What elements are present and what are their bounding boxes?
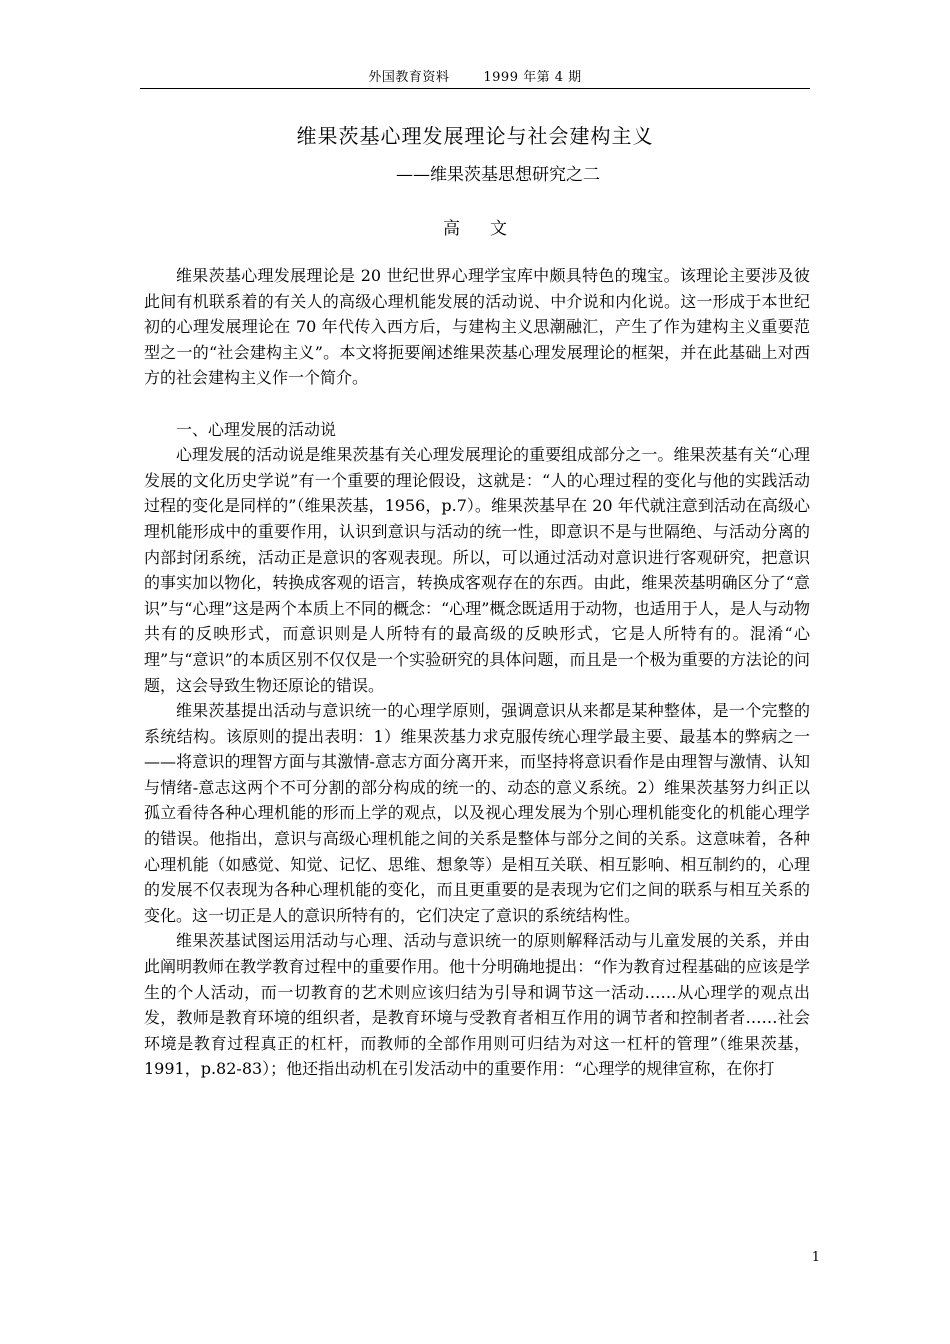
article-body (144, 263, 810, 1082)
section-heading: 一、心理发展的活动说 (176, 419, 337, 439)
body-paragraph-3: 维果茨基试图运用活动与心理、活动与意识统一的原则解释活动与儿童发展的关系，并由此阐明教师在教学教育过程中的重要作用。他十分明确地提出：“作为教育过程基础的应该是学生的个人活动，而一切教育的艺术则应该归结为引导和调节这一活动……从心理学的观点出发，教师是教育环境的组织者，是教育环境与受教育者相互作用的调节者和控制者者……社会环境是教育过程真正的杠杆，而教师的全部作用则可归结为对这一杠杆的管理”（维果茨基，1991，p.82-83）；他还指出动机在引发活动中的重要作用：“心理学的规律宣称，在你打 (144, 931, 810, 1079)
body-paragraph-1: 心理发展的活动说是维果茨基有关心理发展理论的重要组成部分之一。维果茨基有关“心理发展的文化历史学说”有一个重要的理论假设，这就是：“人的心理过程的变化与他的实践活动过程的变化是同样的”（维果茨基，1956，p.7）。维果茨基早在 20 年代就注意到活动在高级心理机能形成中的重要作用，认识到意识与活动的统一性，即意识不是与世隔绝、与活动分离的内部封闭系统，活动正是意识的客观表现。所以，可以通过活动对意识进行客观研究，把意识的事实加以物化，转换成客观的语言，转换成客观存在的东西。由此，维果茨基明确区分了“意识”与“心理”这是两个本质上不同的概念：“心理”概念既适用于动物，也适用于人，是人与动物共有的反映形式，而意识则是人所特有的最高级的反映形式，它是人所特有的。混淆“心理”与“意识”的本质区别不仅仅是一个实验研究的具体问题，而且是一个极为重要的方法论的问题，这会导致生物还原论的错误。 (144, 445, 810, 695)
article-title: 维果茨基心理发展理论与社会建构主义 (296, 124, 654, 148)
article-author: 高文 (443, 219, 537, 239)
body-paragraph-2: 维果茨基提出活动与意识统一的心理学原则，强调意识从来都是某种整体，是一个完整的系统结构。该原则的提出表明：1）维果茨基力求克服传统心理学最主要、最基本的弊病之一——将意识的理智方面与其激情-意志方面分离开来，而坚持将意识看作是由理智与激情、认知与情绪-意志这两个不可分割的部分构成的统一的、动态的意义系统。2）维果茨基努力纠正以孤立看待各种心理机能的形而上学的观点，以及视心理发展为个别心理机能变化的机能心理学的错误。他指出，意识与高级心理机能之间的关系是整体与部分之间的关系。这意味着，各种心理机能（如感觉、知觉、记忆、思维、想象等）是相互关联、相互影响、相互制约的，心理的发展不仅表现为各种心理机能的变化，而且更重要的是表现为它们之间的联系与相互关系的变化。这一切正是人的意识所特有的，它们决定了意识的系统结构性。 (144, 701, 810, 925)
abstract-paragraph: 维果茨基心理发展理论是 20 世纪世界心理学宝库中颇具特色的瑰宝。该理论主要涉及彼此间有机联系着的有关人的高级心理机能发展的活动说、中介说和内化说。这一形成于本世纪初的心理发展理论在 70 年代传入西方后，与建构主义思潮融汇，产生了作为建构主义重要范型之一的“社会建构主义”。本文将扼要阐述维果茨基心理发展理论的框架，并在此基础上对西方的社会建构主义作一个简介。 (144, 266, 810, 388)
header-rule (140, 88, 810, 89)
running-header (140, 66, 810, 88)
journal-name: 外国教育资料 (368, 70, 450, 85)
page-number: 1 (811, 1250, 820, 1265)
article-subtitle: ——维果茨基思想研究之二 (396, 165, 600, 185)
issue-label: 1999 年第 4 期 (483, 70, 582, 85)
